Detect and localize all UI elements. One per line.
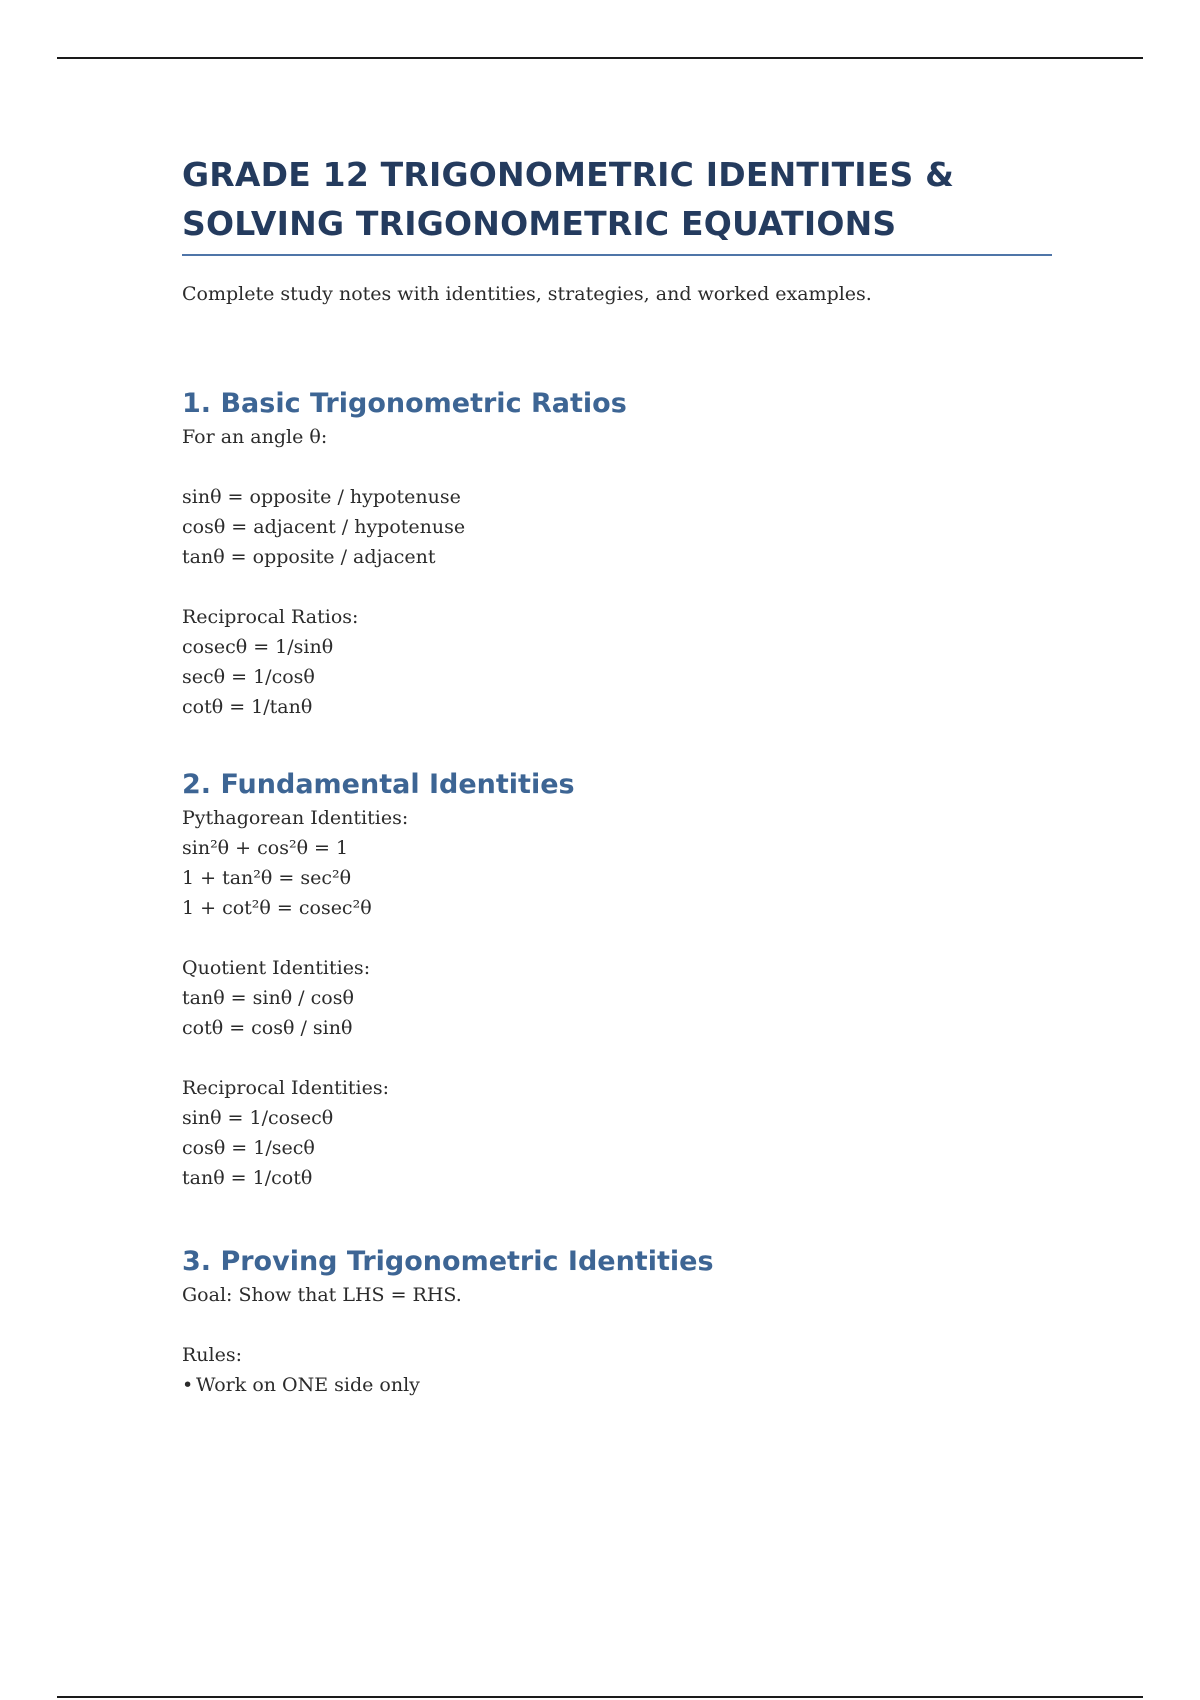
ratio-cosec: cosecθ = 1/sinθ [182, 636, 334, 658]
pythagorean-identity-1: sin²θ + cos²θ = 1 [182, 837, 349, 859]
ratio-sin: sinθ = opposite / hypotenuse [182, 486, 461, 508]
title-underline [182, 254, 1052, 256]
section-1-intro: For an angle θ: [182, 426, 328, 448]
section-fundamental-identities [182, 767, 1052, 1193]
ratio-cot: cotθ = 1/tanθ [182, 696, 313, 718]
rule-item-text: Work on ONE side only [196, 1374, 420, 1396]
quotient-label: Quotient Identities: [182, 957, 371, 979]
rule-item [182, 1370, 1052, 1400]
quotient-identity-1: tanθ = sinθ / cosθ [182, 987, 354, 1009]
quotient-identity-2: cotθ = cosθ / sinθ [182, 1017, 353, 1039]
pythagorean-identity-2: 1 + tan²θ = sec²θ [182, 867, 352, 889]
pythagorean-label: Pythagorean Identities: [182, 807, 409, 829]
section-1-heading: 1. Basic Trigonometric Ratios [182, 388, 627, 419]
document-page [182, 150, 1052, 1400]
ratio-sec: secθ = 1/cosθ [182, 666, 315, 688]
reciprocal-identity-1: sinθ = 1/cosecθ [182, 1107, 334, 1129]
ratio-cos: cosθ = adjacent / hypotenuse [182, 516, 466, 538]
proof-goal: Goal: Show that LHS = RHS. [182, 1284, 462, 1306]
page-bottom-rule [57, 1696, 1143, 1698]
section-2-heading: 2. Fundamental Identities [182, 769, 575, 800]
reciprocal-identities-label: Reciprocal Identities: [182, 1077, 390, 1099]
page-top-rule [57, 57, 1143, 59]
document-subtitle: Complete study notes with identities, strategies, and worked examples. [182, 283, 872, 305]
bullet-icon: • [182, 1374, 194, 1396]
title-line-1: GRADE 12 TRIGONOMETRIC IDENTITIES & [182, 155, 955, 194]
reciprocal-identity-2: cosθ = 1/secθ [182, 1137, 315, 1159]
title-line-2: SOLVING TRIGONOMETRIC EQUATIONS [182, 204, 897, 243]
reciprocal-identity-3: tanθ = 1/cotθ [182, 1167, 313, 1189]
reciprocal-ratios-label: Reciprocal Ratios: [182, 606, 359, 628]
ratio-tan: tanθ = opposite / adjacent [182, 546, 436, 568]
section-3-heading: 3. Proving Trigonometric Identities [182, 1246, 714, 1277]
section-basic-ratios [182, 386, 1052, 722]
section-proving-identities [182, 1244, 1052, 1400]
rules-label: Rules: [182, 1344, 243, 1366]
document-title [182, 150, 1052, 254]
pythagorean-identity-3: 1 + cot²θ = cosec²θ [182, 897, 372, 919]
